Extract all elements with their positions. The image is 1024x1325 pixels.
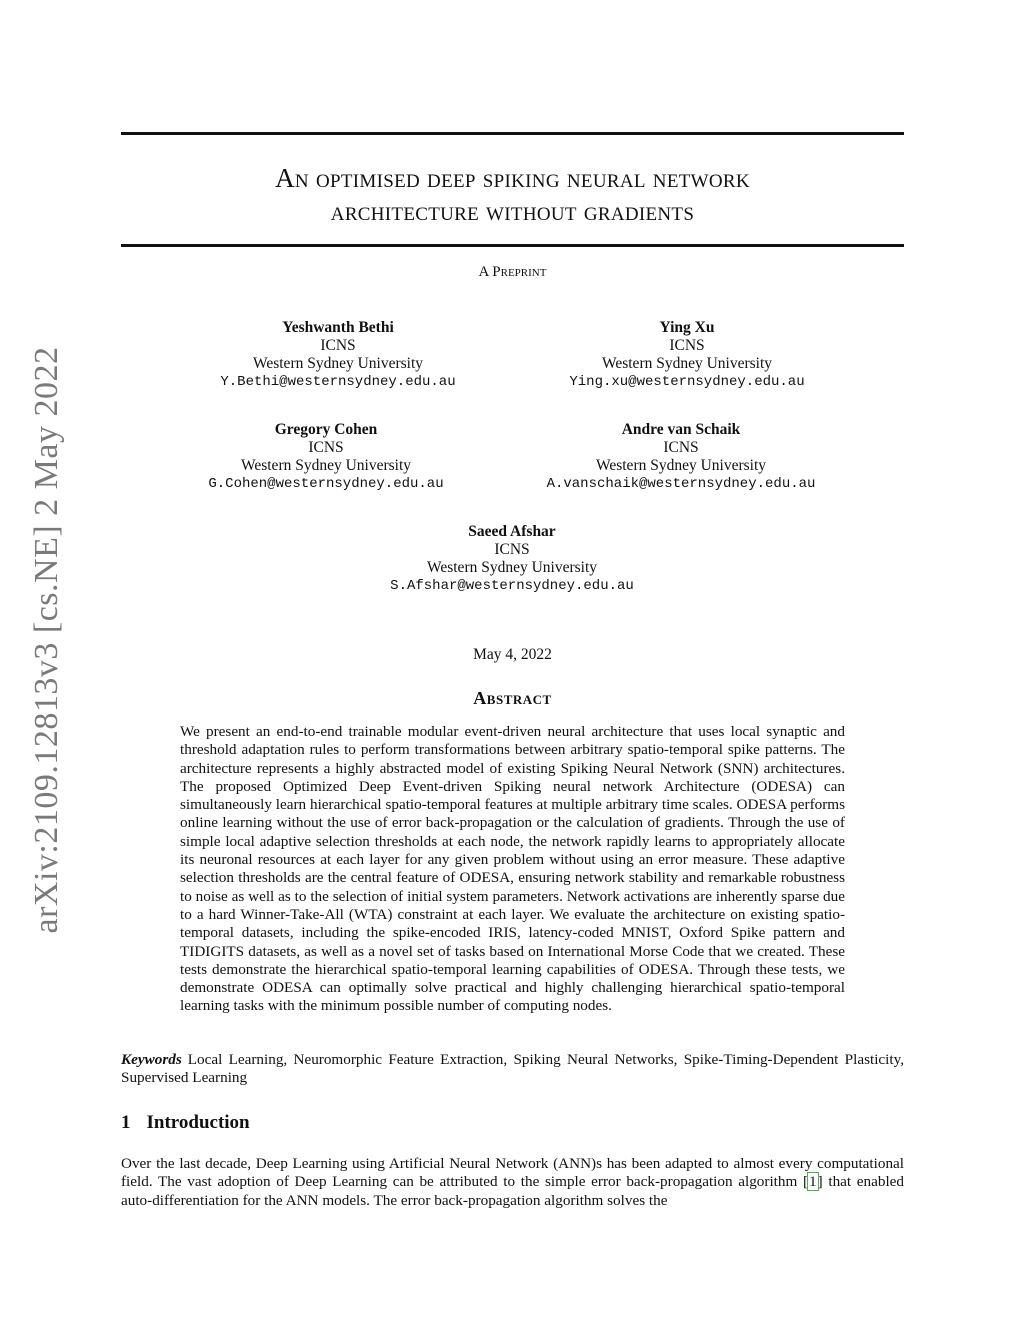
paper-title (121, 162, 904, 228)
preprint-label: A Preprint (478, 264, 547, 280)
author-org: ICNS (494, 541, 530, 558)
intro-text-after: ] that enabled auto-differentiation for the ANN models. The error back-propagation algorithm solves the (121, 1173, 905, 1209)
publication-date: May 4, 2022 (473, 646, 552, 663)
author-email[interactable]: S.Afshar@westernsydney.edu.au (390, 578, 634, 594)
author-name: Saeed Afshar (468, 523, 556, 540)
author-block (521, 421, 841, 493)
author-affiliation: Western Sydney University (252, 355, 424, 372)
author-affiliation: Western Sydney University (426, 559, 598, 576)
author-name: Ying Xu (659, 319, 715, 336)
author-name: Yeshwanth Bethi (282, 319, 394, 336)
arxiv-stamp: arXiv:2109.12813v3 [cs.NE] 2 May 2022 (28, 346, 65, 934)
citation-link[interactable]: 1 (809, 1173, 817, 1191)
author-email[interactable]: G.Cohen@westernsydney.edu.au (208, 476, 444, 492)
title-top-rule (121, 132, 904, 135)
author-affiliation: Western Sydney University (240, 457, 412, 474)
keywords-paragraph (121, 1051, 904, 1088)
author-name: Gregory Cohen (274, 421, 378, 438)
author-org: ICNS (669, 337, 705, 354)
intro-text-before: Over the last decade, Deep Learning using Artificial Neural Network (ANN)s has been adapted to almost every computational field. The vast adoption of Deep Learning can be attributed to the simple error back-propagation algorithm [ (121, 1155, 904, 1191)
section-number: 1 (121, 1112, 131, 1133)
section-heading (121, 1112, 250, 1134)
author-block (178, 319, 498, 391)
author-block (527, 319, 847, 391)
author-block (166, 421, 486, 493)
title-line-1: An optimised deep spiking neural network (275, 163, 750, 193)
title-bottom-rule (121, 244, 904, 247)
author-org: ICNS (663, 439, 699, 456)
section-title: Introduction (146, 1112, 250, 1133)
author-email[interactable]: Ying.xu@westernsydney.edu.au (569, 374, 805, 390)
keywords-label: Keywords (121, 1051, 182, 1068)
author-email[interactable]: A.vanschaik@westernsydney.edu.au (546, 476, 816, 492)
author-affiliation: Western Sydney University (601, 355, 773, 372)
author-affiliation: Western Sydney University (595, 457, 767, 474)
author-block (352, 523, 672, 595)
author-name: Andre van Schaik (621, 421, 741, 438)
intro-paragraph (121, 1155, 904, 1210)
author-email[interactable]: Y.Bethi@westernsydney.edu.au (220, 374, 456, 390)
keywords-text: Local Learning, Neuromorphic Feature Extraction, Spiking Neural Networks, Spike-Timing-Dependent Plasticity, Supervised Learning (121, 1051, 904, 1087)
author-org: ICNS (308, 439, 344, 456)
title-line-2: architecture without gradients (330, 196, 695, 226)
abstract-heading: Abstract (473, 688, 552, 708)
abstract-text: We present an end-to-end trainable modular event-driven neural architecture that uses local synaptic and threshold adaptation rules to perform transformations between arbitrary spatio-temporal spike patterns. The architecture represents a highly abstracted model of existing Spiking Neural Network (SNN) architectures. The proposed Optimized Deep Event-driven Spiking neural network Architecture (ODESA) can simultaneously learn hierarchical spatio-temporal features at multiple arbitrary time scales. ODESA performs online learning without the use of error back-propagation or the calculation of gradients. Through the use of simple local adaptive selection thresholds at each node, the network rapidly learns to appropriately allocate its neuronal resources at each layer for any given problem without using an error measure. These adaptive selection thresholds are the central feature of ODESA, ensuring network stability and remarkable robustness to noise as well as to the selection of initial system parameters. Network activations are inherently sparse due to a hard Winner-Take-All (WTA) constraint at each layer. We evaluate the architecture on existing spatio-temporal datasets, including the spike-encoded IRIS, latency-coded MNIST, Oxford Spike pattern and TIDIGITS datasets, as well as a novel set of tasks based on International Morse Code that we created. These tests demonstrate the hierarchical spatio-temporal learning capabilities of ODESA. Through these tests, we demonstrate ODESA can optimally solve practical and highly challenging hierarchical spatio-temporal learning tasks with the minimum possible number of computing nodes. (180, 723, 845, 1015)
author-org: ICNS (320, 337, 356, 354)
